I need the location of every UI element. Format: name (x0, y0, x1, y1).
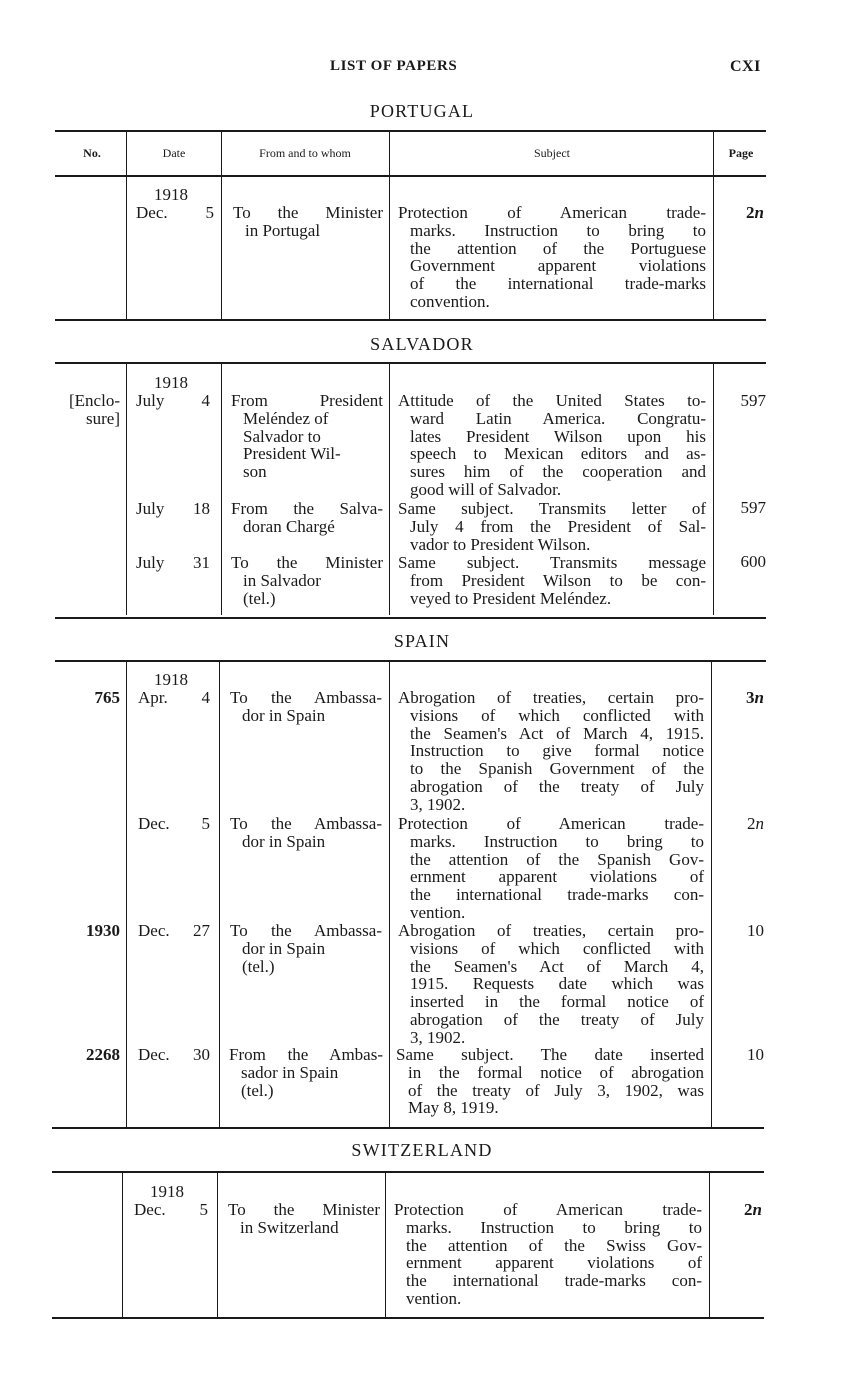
entry-month: Dec. (138, 1045, 170, 1064)
entry-month: July (136, 499, 165, 518)
entry-subject (398, 922, 704, 1047)
subject-line: marks. Instruction to bring to (410, 831, 704, 851)
entry-day: 30 (193, 1045, 210, 1064)
from-line: dor in Spain (242, 705, 326, 725)
section-title-portugal: PORTUGAL (369, 101, 475, 121)
entry-from (230, 689, 382, 725)
subject-line: Same subject. Transmits letter of (398, 499, 706, 518)
column-header-date: Date (162, 146, 186, 160)
from-line: To the Minister (231, 553, 383, 572)
subject-line: visions of which conflicted with (410, 938, 704, 958)
subject-line: ernment apparent violations of (406, 1253, 702, 1273)
page-number: 10 (747, 921, 764, 940)
column-rule (221, 363, 222, 615)
from-line: in Portugal (245, 220, 321, 240)
subject-line: to the Spanish Government of the (410, 759, 704, 779)
entry-page (716, 922, 764, 940)
entry-year: 1918 (150, 1182, 184, 1201)
subject-line: the international trade-marks con- (410, 885, 704, 905)
page-suffix: n (754, 203, 764, 222)
page-number: 597 (740, 391, 766, 410)
entry-date (136, 500, 210, 518)
subject-line: speech to Mexican editors and as- (410, 444, 706, 464)
entry-page (716, 689, 764, 707)
subject-line: Same subject. The date inserted (396, 1045, 704, 1064)
from-line: To the Ambassa- (230, 814, 382, 833)
subject-line: Protection of American trade- (394, 1200, 702, 1219)
entry-subject (398, 392, 706, 499)
subject-line: convention. (410, 291, 490, 311)
column-rule (389, 131, 390, 319)
subject-line: sures him of the cooperation and (410, 462, 706, 482)
from-line: doran Chargé (243, 516, 335, 536)
from-line: dor in Spain (242, 831, 326, 851)
subject-line: abrogation of the treaty of July (410, 776, 704, 796)
from-line: dor in Spain (242, 938, 326, 958)
entry-month: Dec. (134, 1199, 166, 1219)
from-line: Salvador to (243, 426, 321, 446)
entry-from (231, 392, 383, 481)
subject-line: visions of which conflicted with (410, 705, 704, 725)
page-number: 597 (740, 498, 766, 517)
column-rule (709, 1172, 710, 1317)
entry-day: 5 (205, 202, 214, 222)
from-line: To the Ambassa- (230, 688, 382, 707)
entry-subject (396, 1046, 704, 1117)
column-header-from: From and to whom (259, 146, 351, 160)
entry-no: 765 (94, 688, 120, 707)
column-rule (713, 363, 714, 615)
subject-line: vention. (406, 1288, 462, 1308)
entry-month: Apr. (138, 687, 168, 707)
entry-page (718, 204, 764, 222)
subject-line: 3, 1902. (410, 794, 466, 814)
page-suffix: n (752, 1200, 762, 1219)
entry-from (230, 922, 382, 975)
entry-year: 1918 (154, 373, 188, 392)
entry-no: 1930 (86, 921, 120, 940)
subject-line: ward Latin America. Congratu- (410, 408, 706, 428)
column-rule (217, 1172, 218, 1317)
entry-subject (394, 1201, 702, 1308)
entry-no: 2268 (86, 1045, 120, 1064)
subject-line: of the treaty of July 3, 1902, was (408, 1080, 704, 1100)
entry-day: 18 (193, 499, 210, 518)
entry-subject (398, 204, 706, 311)
subject-line: marks. Instruction to bring to (410, 220, 706, 240)
from-line: Meléndez of (243, 408, 329, 428)
table-top-rule (55, 660, 766, 662)
page-title: LIST OF PAPERS (330, 58, 458, 74)
entry-from (231, 554, 383, 607)
entry-day: 4 (201, 390, 210, 410)
subject-line: ernment apparent violations of (410, 867, 704, 887)
subject-line: Instruction to give formal notice (410, 741, 704, 761)
from-line: (tel.) (241, 1080, 274, 1100)
column-header-subject: Subject (534, 146, 570, 160)
page-number: 3 (746, 688, 755, 707)
entry-month: Dec. (138, 921, 170, 940)
column-rule (126, 363, 127, 615)
table-top-rule (55, 130, 766, 132)
column-header-no: No. (83, 146, 101, 160)
entry-from (231, 500, 383, 536)
entry-page (718, 553, 766, 571)
subject-line: good will of Salvador. (410, 479, 562, 499)
enclosure-line: [Enclo- (69, 391, 120, 410)
subject-line: the Seamen's Act of March 4, 1915. (410, 723, 704, 743)
column-rule (126, 131, 127, 319)
page-suffix: n (754, 688, 764, 707)
table-top-rule (52, 1171, 764, 1173)
from-line: From President (231, 391, 383, 410)
page-number: 10 (747, 1045, 764, 1064)
from-line: From the Salva- (231, 499, 383, 518)
subject-line: in the formal notice of abrogation (408, 1062, 704, 1082)
table-bottom-rule (55, 617, 766, 619)
subject-line: veyed to President Meléndez. (410, 588, 612, 608)
entry-day: 4 (201, 687, 210, 707)
subject-line: Abrogation of treaties, certain pro- (398, 688, 704, 707)
entry-subject (398, 689, 704, 814)
header-bottom-rule (55, 175, 766, 177)
subject-line: marks. Instruction to bring to (406, 1217, 702, 1237)
entry-date (138, 815, 210, 833)
from-line: (tel.) (243, 588, 276, 608)
table-bottom-rule (55, 319, 766, 321)
subject-line: vador to President Wilson. (410, 534, 591, 554)
entry-day: 5 (199, 1199, 208, 1219)
subject-line: 1915. Requests date which was (410, 974, 704, 994)
subject-line: of the international trade-marks (410, 274, 706, 294)
column-rule (389, 661, 390, 1127)
entry-month: Dec. (138, 814, 170, 833)
subject-line: Protection of American trade- (398, 203, 706, 222)
entry-day: 31 (193, 553, 210, 572)
page-number: 2 (744, 1200, 753, 1219)
entry-year: 1918 (154, 670, 188, 689)
entry-month: July (136, 390, 165, 410)
table-top-rule (55, 362, 766, 364)
table-bottom-rule (52, 1127, 764, 1129)
entry-subject (398, 554, 706, 607)
subject-line: the Seamen's Act of March 4, (410, 956, 704, 976)
column-header-page: Page (728, 146, 754, 160)
column-rule (713, 131, 714, 319)
subject-line: the attention of the Portuguese (410, 238, 706, 258)
subject-line: from President Wilson to be con- (410, 570, 706, 590)
entry-day: 5 (201, 814, 210, 833)
entry-from (228, 1201, 380, 1237)
subject-line: Attitude of the United States to- (398, 391, 706, 410)
column-rule (221, 131, 222, 319)
from-line: President Wil- (243, 444, 341, 464)
subject-line: the attention of the Spanish Gov- (410, 849, 704, 869)
entry-date (134, 1183, 208, 1219)
subject-line: Abrogation of treaties, certain pro- (398, 921, 704, 940)
subject-line: abrogation of the treaty of July (410, 1009, 704, 1029)
entry-date (136, 554, 210, 572)
subject-line: May 8, 1919. (408, 1098, 499, 1118)
entry-page (716, 1046, 764, 1064)
column-rule (389, 363, 390, 615)
from-line: in Switzerland (240, 1217, 339, 1237)
section-title-salvador: SALVADOR (370, 334, 474, 354)
entry-from (233, 204, 383, 240)
from-line: To the Ambassa- (230, 921, 382, 940)
folio-number: CXI (730, 58, 761, 75)
subject-line: 3, 1902. (410, 1027, 466, 1047)
entry-page (718, 499, 766, 517)
subject-line: the attention of the Swiss Gov- (406, 1235, 702, 1255)
entry-no (44, 392, 120, 428)
entry-from (230, 815, 382, 851)
subject-line: Government apparent violations (410, 256, 706, 276)
entry-page (714, 1201, 762, 1219)
entry-from (229, 1046, 383, 1099)
from-line: son (243, 462, 267, 482)
page-suffix: n (755, 814, 764, 833)
from-line: sador in Spain (241, 1062, 339, 1082)
from-line: (tel.) (242, 956, 275, 976)
entry-year: 1918 (154, 185, 188, 204)
from-line: To the Minister (228, 1200, 380, 1219)
entry-page (716, 815, 764, 833)
subject-line: the international trade-marks con- (406, 1271, 702, 1291)
section-title-spain: SPAIN (393, 631, 451, 651)
from-line: To the Minister (233, 203, 383, 222)
page-number: 2 (746, 203, 755, 222)
entry-date (136, 374, 210, 410)
table-bottom-rule (52, 1317, 764, 1319)
from-line: From the Ambas- (229, 1045, 383, 1064)
column-rule (122, 1172, 123, 1317)
page-number: 2 (747, 814, 756, 833)
subject-line: Protection of American trade- (398, 814, 704, 833)
running-head (0, 58, 844, 80)
enclosure-line: sure] (86, 408, 120, 428)
section-title-switzerland: SWITZERLAND (351, 1140, 493, 1160)
entry-subject (398, 500, 706, 553)
entry-subject (398, 815, 704, 922)
entry-month: Dec. (136, 202, 168, 222)
subject-line: inserted in the formal notice of (410, 992, 704, 1012)
column-rule (126, 661, 127, 1127)
column-rule (711, 661, 712, 1127)
page-number: 600 (740, 552, 766, 571)
entry-date (138, 671, 210, 707)
entry-page (718, 392, 766, 410)
entry-month: July (136, 553, 165, 572)
column-rule (219, 661, 220, 1127)
entry-date (136, 186, 214, 222)
entry-day: 27 (193, 921, 210, 940)
entry-date (138, 1046, 210, 1064)
from-line: in Salvador (243, 570, 321, 590)
subject-line: lates President Wilson upon his (410, 426, 706, 446)
column-rule (385, 1172, 386, 1317)
subject-line: Same subject. Transmits message (398, 553, 706, 572)
entry-date (138, 922, 210, 940)
subject-line: vention. (410, 902, 466, 922)
subject-line: July 4 from the President of Sal- (410, 516, 706, 536)
